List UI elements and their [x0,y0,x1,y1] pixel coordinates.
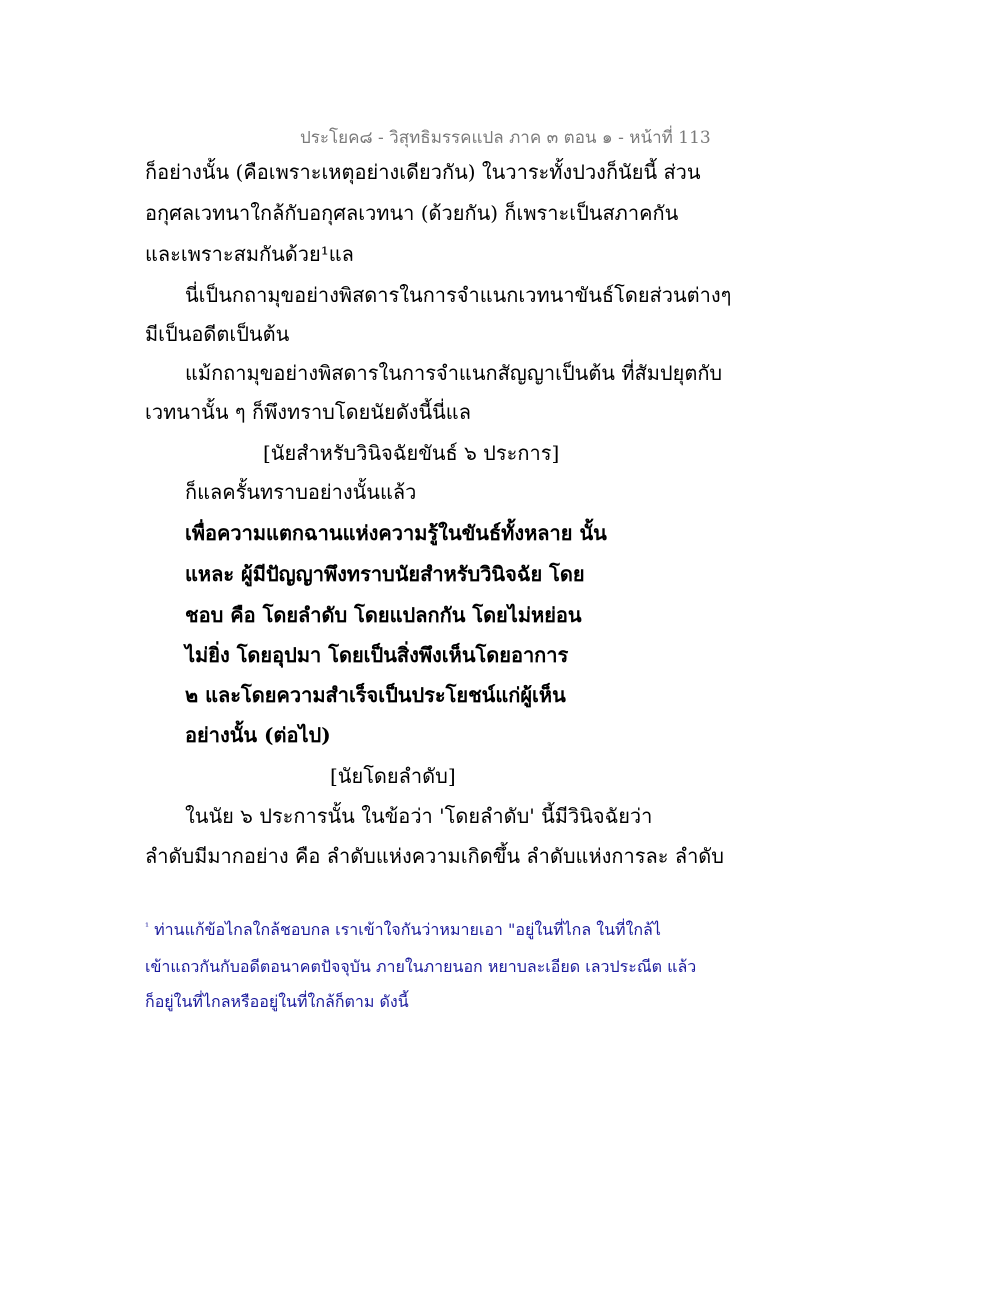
body-line: และเพราะสมกันด้วย¹แล [145,242,354,266]
body-line: มีเป็นอดีตเป็นต้น [145,322,290,346]
body-line: ก็อย่างนั้น (คือเพราะเหตุอย่างเดียวกัน) ในวาระทั้งปวงก็นัยนี้ ส่วน [145,160,701,184]
footnote-text: ท่านแก้ข้อไกลใกล้ชอบกล เราเข้าใจกันว่าหมายเอา "อยู่ในที่ไกล ในที่ใกล้ไ [154,920,661,939]
body-line: เวทนานั้น ๆ ก็พึงทราบโดยนัยดังนี้นี่แล [145,400,471,424]
body-line: อกุศลเวทนาใกล้กับอกุศลเวทนา (ด้วยกัน) ก็เพราะเป็นสภาคกัน [145,201,679,225]
verse-line: ชอบ คือ โดยลำดับ โดยแปลกกัน โดยไม่หย่อน [185,603,582,627]
body-line: ก็แลครั้นทราบอย่างนั้นแล้ว [185,480,417,504]
footnote-line: เข้าแถวกันกับอดีตอนาคตปัจจุบัน ภายในภายนอก หยาบละเอียด เลวประณีต แล้ว [145,957,697,976]
body-line: ในนัย ๖ ประการนั้น ในข้อว่า 'โดยลำดับ' นี้มีวินิจฉัยว่า [185,804,653,828]
body-line: นี่เป็นกถามุขอย่างพิสดารในการจำแนกเวทนาขันธ์โดยส่วนต่างๆ [185,283,732,307]
running-header: ประโยค๘ - วิสุทธิมรรคแปล ภาค ๓ ตอน ๑ - หน้าที่ 113 [300,128,711,148]
verse-line: แหละ ผู้มีปัญญาพึงทราบนัยสำหรับวินิจฉัย โดย [185,562,585,586]
footnote-line: ก็อยู่ในที่ไกลหรืออยู่ในที่ใกล้ก็ตาม ดังนี้ [145,992,409,1011]
verse-line: เพื่อความแตกฉานแห่งความรู้ในขันธ์ทั้งหลาย นั้น [185,521,607,545]
footnote-marker: ¹ [145,922,150,933]
verse-line: อย่างนั้น (ต่อไป) [185,723,331,747]
section-heading: [นัยสำหรับวินิจฉัยขันธ์ ๖ ประการ] [263,441,560,465]
body-line: ลำดับมีมากอย่าง คือ ลำดับแห่งความเกิดขึ้น ลำดับแห่งการละ ลำดับ [145,844,724,868]
verse-line: ไม่ยิ่ง โดยอุปมา โดยเป็นสิ่งพึงเห็นโดยอาการ [185,643,569,667]
section-heading: [นัยโดยลำดับ] [330,764,456,788]
verse-line: ๒ และโดยความสำเร็จเป็นประโยชน์แก่ผู้เห็น [185,683,566,707]
footnote-line [145,918,661,942]
body-line: แม้กถามุขอย่างพิสดารในการจำแนกสัญญาเป็นต้น ที่สัมปยุตกับ [185,361,723,385]
